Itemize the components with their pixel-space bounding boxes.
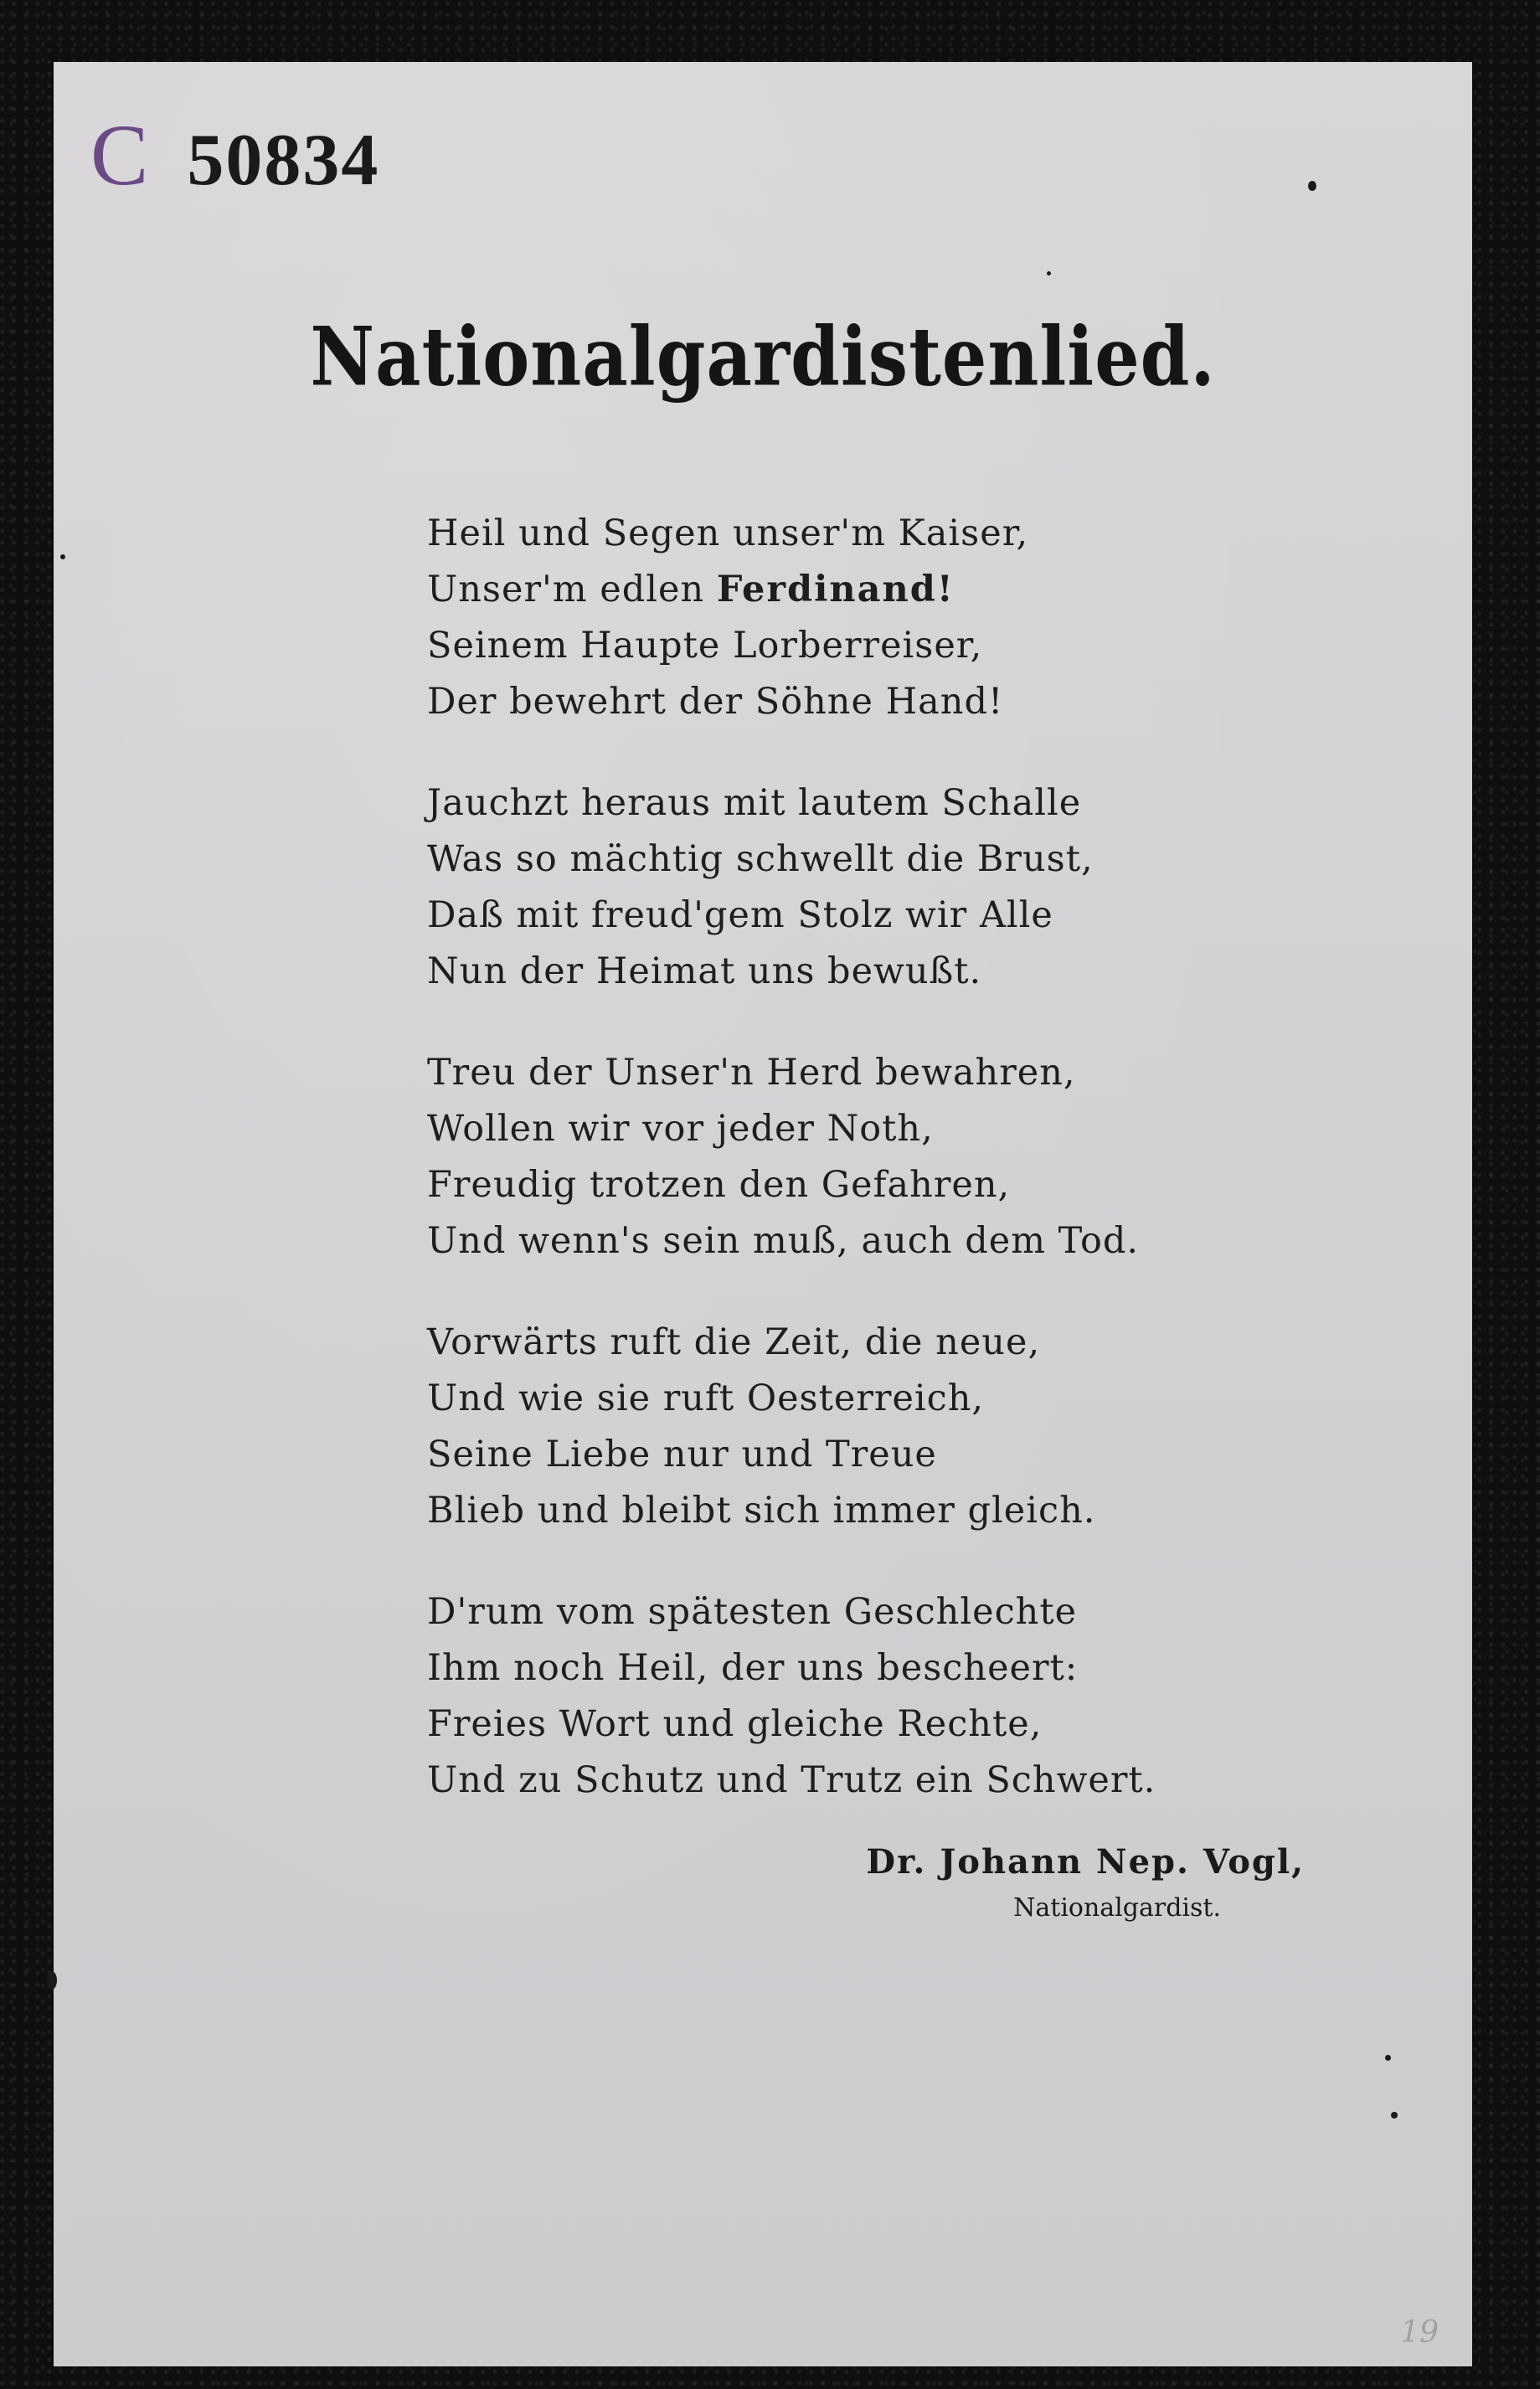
author-role: Nationalgardist.	[1013, 1893, 1221, 1923]
ink-speck	[47, 1971, 57, 1990]
poem-body	[427, 506, 1264, 1854]
poem-line	[427, 562, 1264, 618]
poem-line: Jauchzt heraus mit lautem Schalle	[427, 782, 1082, 824]
poem-line: Nun der Heimat uns bewußt.	[427, 950, 982, 992]
poem-line: Daß mit freud'gem Stolz wir Alle	[427, 894, 1053, 936]
poem-line: Ihm noch Heil, der uns bescheert:	[427, 1647, 1079, 1689]
emphasized-name: Ferdinand!	[716, 569, 955, 610]
poem-line: Und wie sie ruft Oesterreich,	[427, 1377, 985, 1419]
poem-line: D'rum vom spätesten Geschlechte	[427, 1591, 1078, 1633]
stanza-1	[427, 506, 1264, 730]
ink-speck	[1308, 181, 1316, 191]
poem-line: Und zu Schutz und Trutz ein Schwert.	[427, 1759, 1156, 1801]
poem-line: Blieb und bleibt sich immer gleich.	[427, 1490, 1096, 1532]
poem-line: Der bewehrt der Söhne Hand!	[427, 681, 1004, 723]
poem-line: Freudig trotzen den Gefahren,	[427, 1164, 1011, 1206]
poem-line: Vorwärts ruft die Zeit, die neue,	[427, 1321, 1041, 1363]
poem-line: Heil und Segen unser'm Kaiser,	[427, 512, 1029, 554]
poem-line: Freies Wort und gleiche Rechte,	[427, 1703, 1043, 1745]
stanza-3	[427, 1045, 1264, 1269]
author-name: Dr. Johann Nep. Vogl,	[866, 1842, 1305, 1882]
poem-line: Seine Liebe nur und Treue	[427, 1434, 937, 1475]
poem-line: Seinem Haupte Lorberreiser,	[427, 625, 983, 667]
poem-line: Und wenn's sein muß, auch dem Tod.	[427, 1220, 1140, 1262]
inventory-number: 50834	[187, 120, 380, 201]
ink-speck	[1391, 2112, 1398, 2119]
poem-line: Treu der Unser'n Herd bewahren,	[427, 1052, 1076, 1094]
ink-speck	[1385, 2055, 1391, 2061]
poem-title: Nationalgardistenlied.	[310, 308, 1216, 404]
document-sheet	[54, 62, 1472, 2366]
poem-line: Was so mächtig schwellt die Brust,	[427, 838, 1094, 880]
pencil-annotation: 19	[1400, 2315, 1439, 2350]
stanza-4	[427, 1315, 1264, 1539]
stamp-letter: C	[90, 107, 149, 203]
ink-speck	[1047, 271, 1051, 275]
signature-block	[866, 1837, 1305, 1929]
stanza-5	[427, 1584, 1264, 1809]
poem-line-text: Unser'm edlen	[427, 569, 705, 610]
poem-line: Wollen wir vor jeder Noth,	[427, 1108, 934, 1150]
ink-speck	[60, 554, 65, 559]
stanza-2	[427, 775, 1264, 1000]
archive-stamp	[90, 107, 380, 203]
